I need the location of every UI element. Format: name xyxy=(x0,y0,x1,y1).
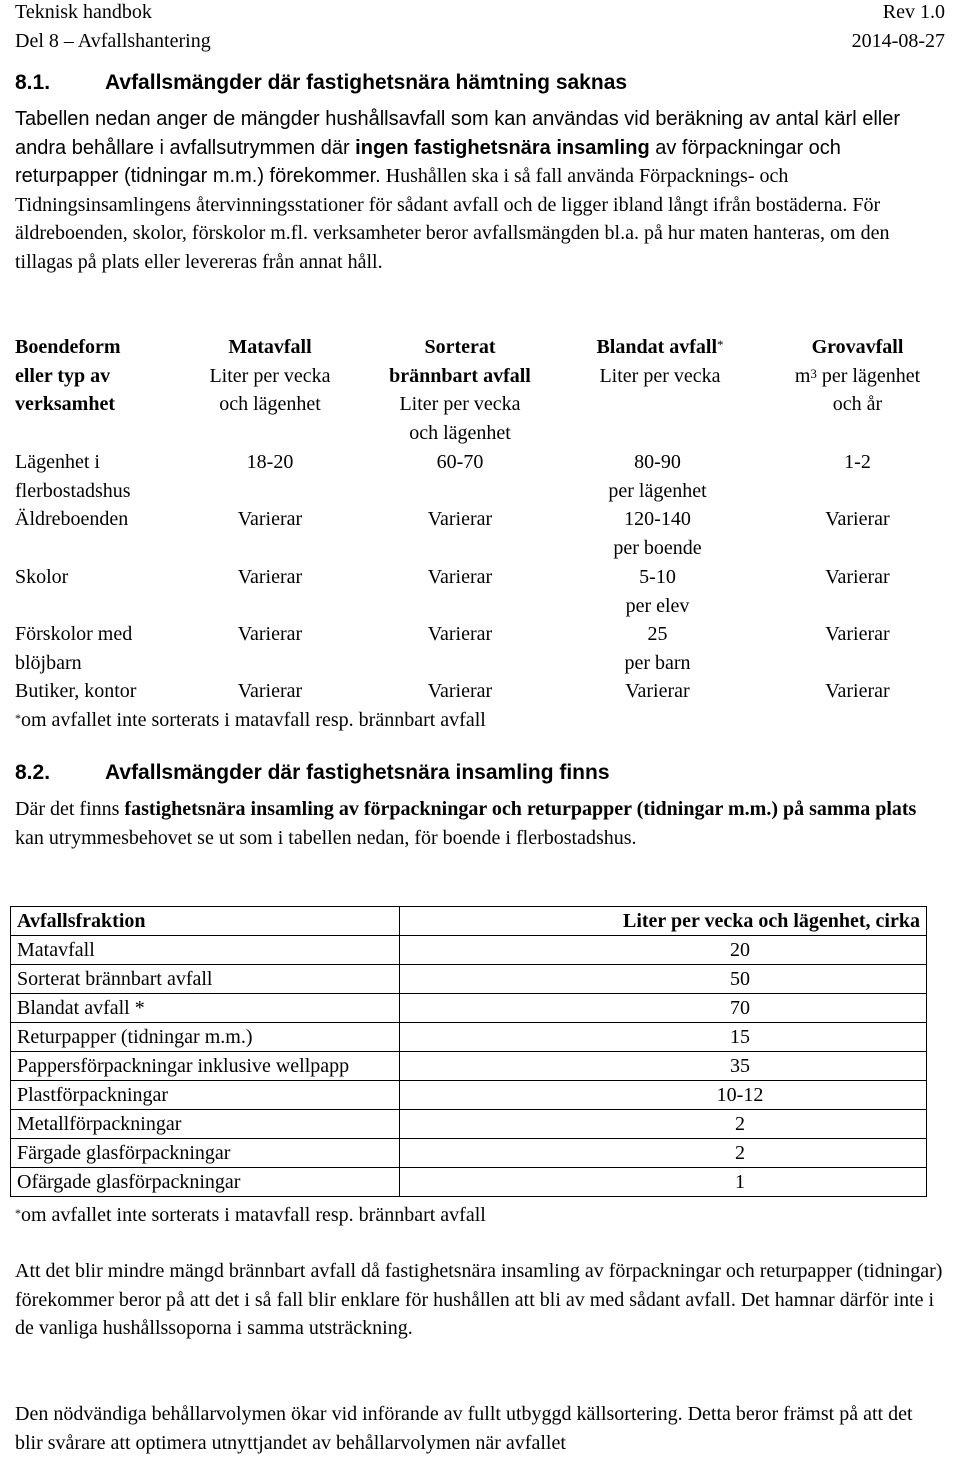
cell-combustible: Varierar xyxy=(427,623,493,645)
column-header-combustible xyxy=(360,333,560,447)
fraction-name: Blandat avfall * xyxy=(11,994,400,1023)
cell-mixed: 120-140 per boende xyxy=(613,508,702,559)
section-8-1-heading xyxy=(15,70,627,96)
row-label: Förskolor med blöjbarn xyxy=(15,623,133,674)
section-title: Avfallsmängder där fastighetsnära insamling finns xyxy=(105,761,610,784)
table-row xyxy=(11,1139,927,1168)
cell-combustible: Varierar xyxy=(427,508,493,530)
header-label: Sorterat brännbart avfall xyxy=(389,336,531,387)
paragraph-emphasis: fastighetsnära insamling av förpackningar och returpapper (tidningar m.m.) på samma plats xyxy=(124,798,917,820)
paragraph-text: Tabellen nedan anger de mängder hushållsavfall som kan användas vid beräkning av antal kärl eller andra behållare i avfallsutrymmen där xyxy=(15,108,900,159)
chapter-title: Del 8 – Avfallshantering xyxy=(15,30,211,52)
fraction-volume: 50 xyxy=(400,965,927,994)
table-2-footnote xyxy=(15,1202,486,1228)
table-row xyxy=(11,1168,927,1197)
cell-mixed: 25 per barn xyxy=(624,623,691,674)
cell-bulky: Varierar xyxy=(825,566,890,588)
table-row xyxy=(11,936,927,965)
cell-combustible: Varierar xyxy=(427,680,493,702)
paragraph-text: kan utrymmesbehovet se ut som i tabellen nedan, för boende i flerbostadshus. xyxy=(15,826,637,849)
cell-mixed: Varierar xyxy=(625,680,690,702)
table-1-footnote xyxy=(15,707,486,733)
fraction-name: Sorterat brännbart avfall xyxy=(11,965,400,994)
cell-combustible: Varierar xyxy=(427,566,493,588)
header-label: Grovavfall xyxy=(811,336,904,358)
cell-bulky: 1-2 xyxy=(844,451,871,473)
paragraph-text: Hushållen ska i så fall använda Förpacknings- och Tidningsinsamlingens återvinningsstationer för sådant avfall och de ligger ibland långt ifrån bostäderna. För äldreboenden, skolor, förskolor m.fl. verksamheter beror avfallsmängden bl.a. på hur maten hanteras, om den tillagas på plats eller levereras från annat håll. xyxy=(15,165,890,273)
cell-food: Varierar xyxy=(237,680,303,702)
table-row xyxy=(11,1081,927,1110)
fraction-name: Matavfall xyxy=(11,936,400,965)
cell-food: 18-20 xyxy=(246,451,294,473)
footnote-marker: * xyxy=(717,337,724,352)
table-row xyxy=(11,1110,927,1139)
fraction-name: Metallförpackningar xyxy=(11,1110,400,1139)
header-unit: Liter per vecka och lägenhet xyxy=(399,393,521,444)
handbook-title: Teknisk handbok xyxy=(15,1,152,23)
column-header-food-waste xyxy=(180,333,360,419)
fraction-name: Färgade glasförpackningar xyxy=(11,1139,400,1168)
fraction-volume: 10-12 xyxy=(400,1081,927,1110)
fraction-volume: 70 xyxy=(400,994,927,1023)
header-label: Matavfall xyxy=(228,336,312,358)
column-header-fraction: Avfallsfraktion xyxy=(11,907,400,936)
fraction-name: Returpapper (tidningar m.m.) xyxy=(11,1023,400,1052)
page-header-line-1 xyxy=(15,0,945,24)
header-unit: Liter per vecka och lägenhet xyxy=(209,364,331,416)
fraction-name: Plastförpackningar xyxy=(11,1081,400,1110)
cell-food: Varierar xyxy=(237,623,303,645)
unit-prefix: m xyxy=(794,364,811,387)
revision: Rev 1.0 xyxy=(882,1,945,23)
table-header-row xyxy=(11,907,927,936)
table-row xyxy=(11,965,927,994)
column-header-housing: Boendeform eller typ av verksamhet xyxy=(15,336,121,416)
footnote-marker: * xyxy=(15,711,21,725)
column-header-mixed xyxy=(565,333,755,390)
cell-bulky: Varierar xyxy=(825,623,890,645)
fraction-volume: 20 xyxy=(400,936,927,965)
cell-combustible: 60-70 xyxy=(436,451,484,473)
paragraph-text: Där det finns xyxy=(15,798,125,820)
cell-food: Varierar xyxy=(237,508,303,530)
footnote-marker: * xyxy=(15,1206,21,1220)
header-unit: Liter per vecka xyxy=(599,364,721,387)
section-8-1-paragraph xyxy=(15,105,945,277)
header-unit: per lägenhet och år xyxy=(821,364,921,416)
paragraph-container-volume: Den nödvändiga behållarvolymen ökar vid införande av fullt utbyggd källsortering. Detta beror främst på att det blir svårare att optimera utnyttjandet av behållarvolymen när avfallet xyxy=(15,1403,913,1454)
cell-bulky: Varierar xyxy=(825,680,890,702)
fraction-volume: 15 xyxy=(400,1023,927,1052)
row-label: Lägenhet i flerbostadshus xyxy=(15,451,131,502)
fraction-volume-table xyxy=(10,906,927,1197)
fraction-name: Ofärgade glasförpackningar xyxy=(11,1168,400,1197)
footnote-text: om avfallet inte sorterats i matavfall resp. brännbart avfall xyxy=(21,1204,486,1226)
section-8-2-paragraph xyxy=(15,795,945,852)
section-number: 8.2. xyxy=(15,761,51,784)
fraction-volume: 35 xyxy=(400,1052,927,1081)
footnote-text: om avfallet inte sorterats i matavfall resp. brännbart avfall xyxy=(21,709,486,731)
column-header-bulky xyxy=(760,333,955,419)
column-header-volume: Liter per vecka och lägenhet, cirka xyxy=(400,907,927,936)
table-row xyxy=(11,1052,927,1081)
section-title: Avfallsmängder där fastighetsnära hämtning saknas xyxy=(105,71,628,94)
fraction-volume: 1 xyxy=(400,1168,927,1197)
cell-bulky: Varierar xyxy=(825,508,890,530)
section-8-2-heading xyxy=(15,760,610,786)
row-label: Äldreboenden xyxy=(15,508,129,530)
cell-food: Varierar xyxy=(237,566,303,588)
paragraph-reduced-waste: Att det blir mindre mängd brännbart avfall då fastighetsnära insamling av förpackningar och returpapper (tidningar) förekommer beror på att det i så fall blir enklare för hushållen att bli av med sådant avfall. Det hamnar därför inte i de vanliga hushållssoporna i samma utsträckning. xyxy=(15,1260,943,1340)
row-label: Butiker, kontor xyxy=(15,680,137,702)
cell-mixed: 5-10 per elev xyxy=(625,566,690,617)
table-row xyxy=(11,994,927,1023)
fraction-volume: 2 xyxy=(400,1139,927,1168)
superscript: 3 xyxy=(810,365,817,381)
cell-mixed: 80-90 per lägenhet xyxy=(608,451,707,502)
section-number: 8.1. xyxy=(15,71,51,94)
row-label: Skolor xyxy=(15,566,69,588)
paragraph-text: av förpackningar och returpapper (tidningar m.m.) förekommer. xyxy=(15,136,841,188)
document-date: 2014-08-27 xyxy=(851,30,945,52)
page-header-line-2 xyxy=(15,29,945,53)
fraction-volume: 2 xyxy=(400,1110,927,1139)
header-label: Blandat avfall xyxy=(596,336,718,358)
paragraph-emphasis: ingen fastighetsnära insamling xyxy=(355,136,650,159)
table-row xyxy=(11,1023,927,1052)
fraction-name: Pappersförpackningar inklusive wellpapp xyxy=(11,1052,400,1081)
